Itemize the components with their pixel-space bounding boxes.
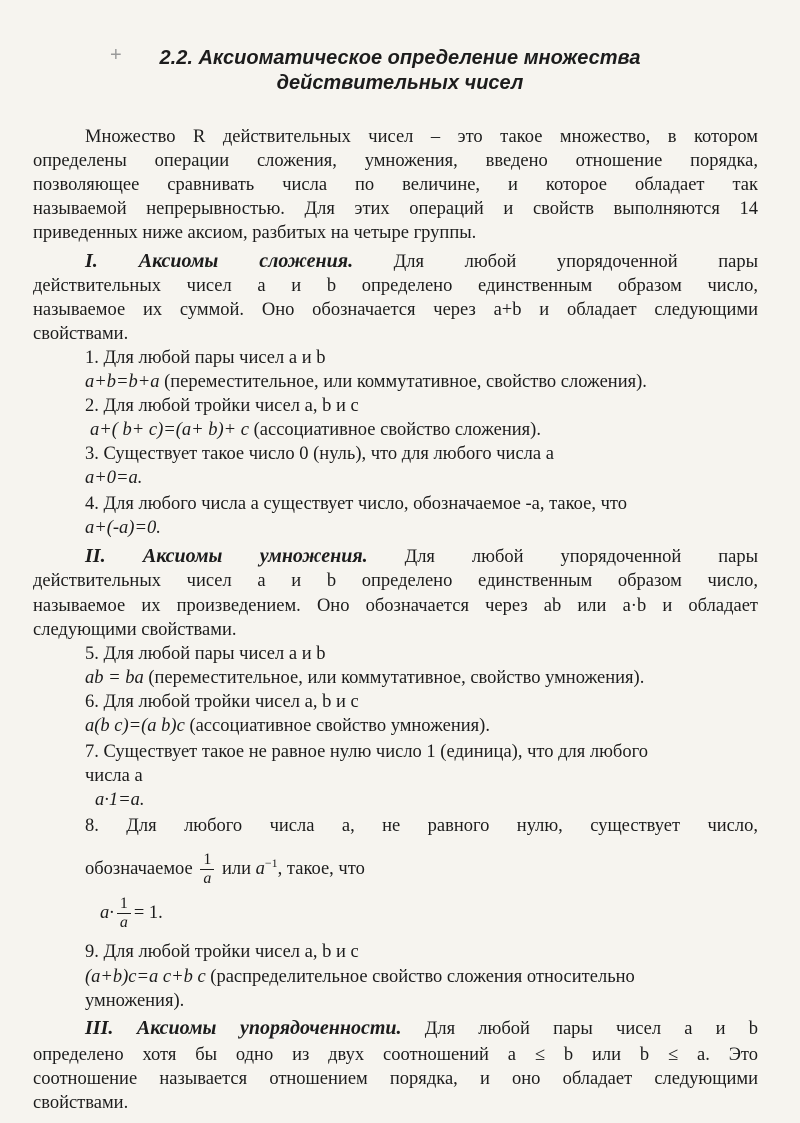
intro-line-2: определены операции сложения, умножения, введено отношение порядка, (33, 151, 758, 171)
intro-line-5: приведенных ниже аксиом, разбитых на четыре группы. (33, 223, 477, 243)
axiom-1-formula-line: a+b=b+a (переместительное, или коммутативное, свойство сложения). (85, 372, 647, 392)
axiom-3-formula: a+0=a. (85, 468, 143, 488)
axiom-2-condition: 2. Для любой тройки чисел a, b и c (85, 396, 359, 416)
group1-line-2: называемое их суммой. Оно обозначается через a+b и обладает следующими (33, 300, 758, 320)
intro-line-1: Множество R действительных чисел – это такое множество, в котором (85, 127, 758, 147)
axiom-9-formula-line: (a+b)c=a c+b c (распределительное свойство сложения относительно (85, 967, 635, 987)
axiom-5-formula-line: ab = ba (переместительное, или коммутативное, свойство умножения). (85, 668, 645, 688)
group1-line-3: свойствами. (33, 324, 129, 344)
plus-mark-icon: + (110, 44, 122, 66)
axiom-3-condition: 3. Существует такое число 0 (нуль), что для любого числа a (85, 444, 554, 464)
axiom-7-condition: 7. Существует такое не равное нулю число 1 (единица), что для любого (85, 742, 648, 762)
group3-line-3: свойствами. (33, 1093, 129, 1113)
group1-line-1: действительных чисел a и b определено единственным образом число, (33, 276, 758, 296)
group3-heading-line: III. Аксиомы упорядоченности. Для любой пары чисел a и b (85, 1017, 759, 1039)
axiom-6-condition: 6. Для любой тройки чисел a, b и c (85, 692, 359, 712)
axiom-8-formula: a· $\frac{1}{a}$ = 1. (100, 895, 163, 932)
group2-line-1: действительных чисел a и b определено единственным образом число, (33, 571, 758, 591)
axiom-7-formula: a·1=a. (95, 790, 145, 810)
axiom-2-formula-line: a+( b+ c)=(a+ b)+ c (ассоциативное свойство сложения). (90, 420, 541, 440)
group3-heading: III. Аксиомы упорядоченности. (85, 1017, 402, 1039)
axiom-8-condition: 8. Для любого числа a, не равного нулю, существует число, (85, 816, 758, 836)
group2-heading: II. Аксиомы умножения. (85, 545, 368, 567)
axiom-9-condition: 9. Для любой тройки чисел a, b и c (85, 942, 359, 962)
axiom-5-condition: 5. Для любой пары чисел a и b (85, 644, 326, 664)
axiom-1-condition: 1. Для любой пары чисел a и b (85, 348, 326, 368)
group2-line-3: следующими свойствами. (33, 620, 237, 640)
group1-heading: I. Аксиомы сложения. (85, 250, 354, 272)
intro-line-3: позволяющее сравнивать числа по величине, и которое обладает так (33, 175, 758, 195)
section-heading (120, 46, 680, 96)
heading-line-1: 2.2. Аксиоматическое определение множества (159, 47, 641, 69)
formula-fraction: $\frac{1}{a}$ (117, 895, 131, 932)
axiom-4-formula: a+(-a)=0. (85, 518, 161, 538)
heading-line-2: действительных чисел (276, 72, 524, 94)
group3-line-1: определено хотя бы одно из двух соотношений a ≤ b или b ≤ a. Это (33, 1045, 758, 1065)
one-over-a-fraction: $\frac{1}{a}$ (200, 851, 214, 888)
intro-line-4: называемой непрерывностью. Для этих операций и свойств выполняются 14 (33, 199, 758, 219)
group2-line-2: называемое их произведением. Оно обозначается через ab или a·b и обладает (33, 596, 758, 616)
axiom-8-definition-line: обозначаемое $\frac{1}{a}$ или $a^{-1}$, такое, что (85, 851, 365, 888)
axiom-7-condition-2: числа a (85, 766, 143, 786)
group1-heading-line: I. Аксиомы сложения. Для любой упорядоченной пары (85, 250, 759, 272)
group3-line-2: соотношение называется отношением порядка, и оно обладает следующими (33, 1069, 758, 1089)
axiom-6-formula-line: a(b c)=(a b)c (ассоциативное свойство умножения). (85, 716, 490, 736)
axiom-9-desc-cont: умножения). (85, 991, 185, 1011)
axiom-4-condition: 4. Для любого числа a существует число, обозначаемое -a, такое, что (85, 494, 627, 514)
group2-heading-line: II. Аксиомы умножения. Для любой упорядоченной пары (85, 545, 759, 567)
